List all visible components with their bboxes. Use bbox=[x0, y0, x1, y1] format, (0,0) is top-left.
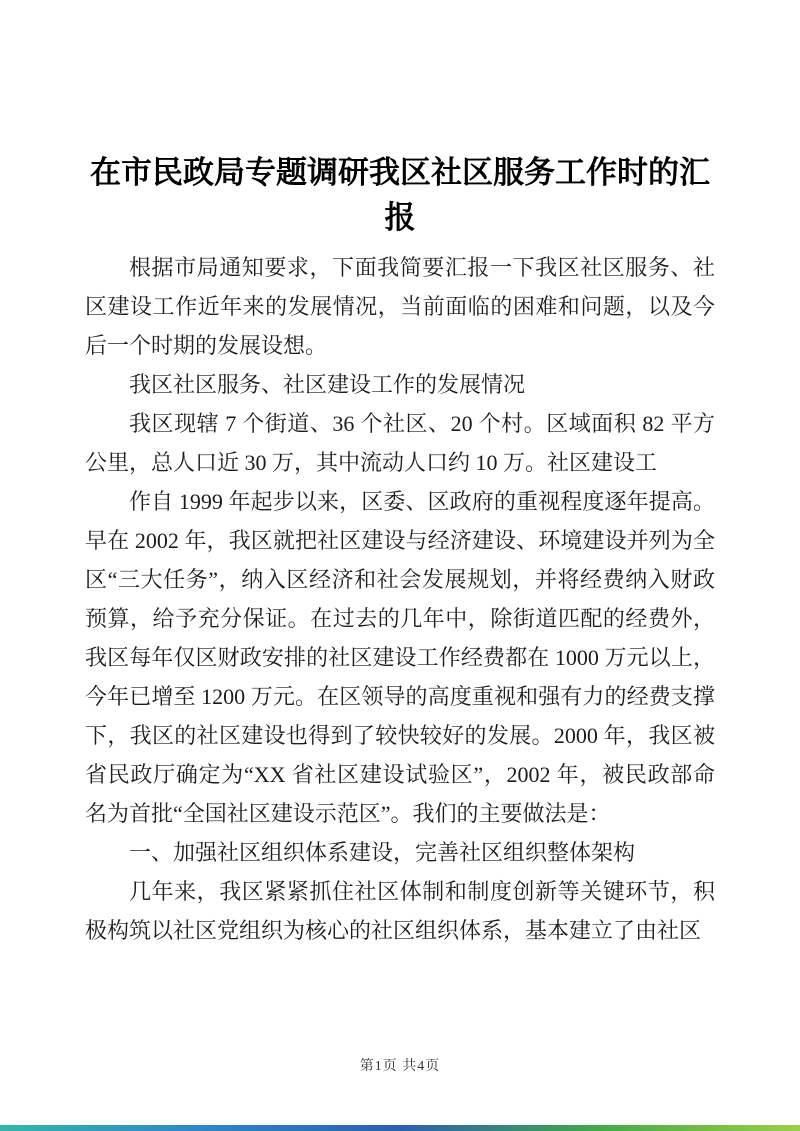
document-title: 在市民政局专题调研我区社区服务工作时的汇报 bbox=[90, 155, 710, 235]
page-number-footer: 第1页 共4页 bbox=[359, 1059, 441, 1074]
document-paragraph: 一、加强社区组织体系建设，完善社区组织整体架构 bbox=[129, 840, 636, 865]
document-paragraph: 作自 1999 年起步以来，区委、区政府的重视程度逐年提高。早在 2002 年，我区就把社区建设与经济建设、环境建设并列为全区“三大任务”，纳入区经济和社会发展规划，并将经费纳入财政预算，给予充分保证。在过去的几年中，除街道匹配的经费外，我区每年仅区财政安排的社区建设工作经费都在 1000 万元以上，今年已增至 1200 万元。在区领导的高度重视和强有力的经费支撑下，我区的社区建设也得到了较快较好的发展。2000 年，我区被省民政厅确定为“XX 省社区建设试验区”，2002 年，被民政部命名为首批“全国社区建设示范区”。我们的主要做法是： bbox=[85, 489, 715, 826]
document-paragraph: 根据市局通知要求，下面我简要汇报一下我区社区服务、社区建设工作近年来的发展情况，当前面临的困难和问题，以及今后一个时期的发展设想。 bbox=[85, 255, 715, 358]
bottom-accent-bar bbox=[0, 1125, 800, 1131]
document-paragraph: 我区现辖 7 个街道、36 个社区、20 个村。区域面积 82 平方公里，总人口近 30 万，其中流动人口约 10 万。社区建设工 bbox=[85, 411, 715, 475]
document-paragraph: 几年来，我区紧紧抓住社区体制和制度创新等关键环节，积极构筑以社区党组织为核心的社区组织体系，基本建立了由社区 bbox=[85, 879, 715, 943]
document-paragraph: 我区社区服务、社区建设工作的发展情况 bbox=[129, 372, 526, 397]
